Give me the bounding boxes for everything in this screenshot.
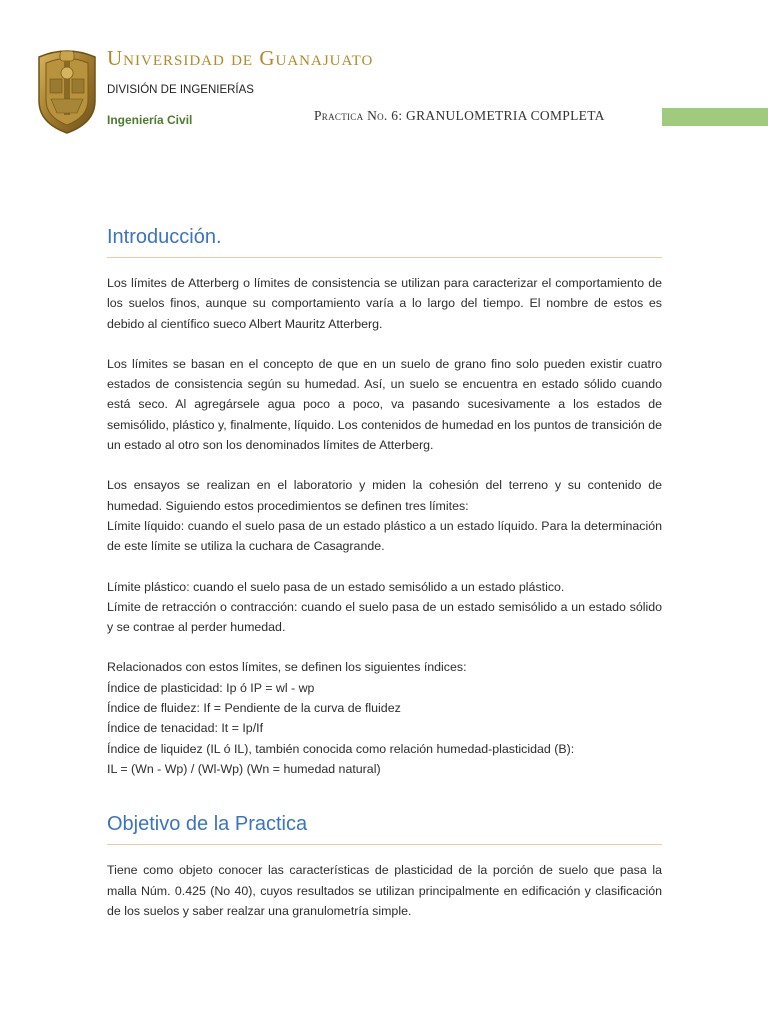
university-name: Universidad de Guanajuato — [107, 46, 374, 70]
division-name: DIVISIÓN DE INGENIERÍAS — [107, 84, 254, 96]
header-accent-bar — [662, 108, 768, 126]
paragraph: Límite líquido: cuando el suelo pasa de un estado plástico a un estado líquido. Para la determinación de este límite se utiliza la cuchara de Casagrande. — [107, 518, 662, 554]
section-introduction — [107, 226, 662, 779]
index-line: Índice de liquidez (IL ó IL), también conocida como relación humedad-plasticidad (B): — [107, 741, 575, 756]
index-line: IL = (Wn - Wp) / (Wl-Wp) (Wn = humedad natural) — [107, 761, 381, 776]
index-line: Índice de tenacidad: It = Ip/If — [107, 721, 264, 736]
paragraph: Los límites se basan en el concepto de que en un suelo de grano fino solo pueden existir cuatro estados de consistencia según su humedad. Así, un suelo se encuentra en estado sólido cuando está seco. Al agregársele agua poco a poco, va pasando sucesivamente a los estados de semisólido, plástico y, finalmente, líquido. Los contenidos de humedad en los puntos de transición de un estado al otro son los denominados límites de Atterberg. — [107, 356, 662, 453]
paragraph: Los ensayos se realizan en el laboratorio y miden la cohesión del terreno y su contenido de humedad. Siguiendo estos procedimientos se definen tres límites: — [107, 478, 662, 513]
university-crest-icon — [33, 43, 101, 135]
index-line: Índice de plasticidad: Ip ó IP = wl - wp — [107, 680, 315, 695]
introduction-heading: Introducción. — [107, 226, 662, 258]
document-body — [107, 226, 662, 921]
section-objective — [107, 813, 662, 921]
paragraph: Límite de retracción o contracción: cuando el suelo pasa de un estado semisólido a un estado sólido y se contrae al perder humedad. — [107, 599, 662, 635]
indices-intro: Relacionados con estos límites, se definen los siguientes índices: — [107, 660, 467, 675]
paragraph: Tiene como objeto conocer las características de plasticidad de la porción de suelo que pasa la malla Núm. 0.425 (No 40), cuyos resultados se utilizan principalmente en edificación y clasificación de los suelos y saber realzar una granulometría simple. — [107, 863, 662, 918]
objective-heading: Objetivo de la Practica — [107, 813, 662, 845]
paragraph: Límite plástico: cuando el suelo pasa de un estado semisólido a un estado plástico. — [107, 579, 565, 594]
career-name: Ingeniería Civil — [107, 113, 193, 127]
paragraph: Los límites de Atterberg o límites de consistencia se utilizan para caracterizar el comportamiento de los suelos finos, aunque su comportamiento varía a lo largo del tiempo. El nombre de estos es debido al científico sueco Albert Mauritz Atterberg. — [107, 276, 662, 331]
index-line: Índice de fluidez: If = Pendiente de la curva de fluidez — [107, 701, 401, 716]
practice-title: Practica No. 6: GRANULOMETRIA COMPLETA — [314, 108, 605, 123]
